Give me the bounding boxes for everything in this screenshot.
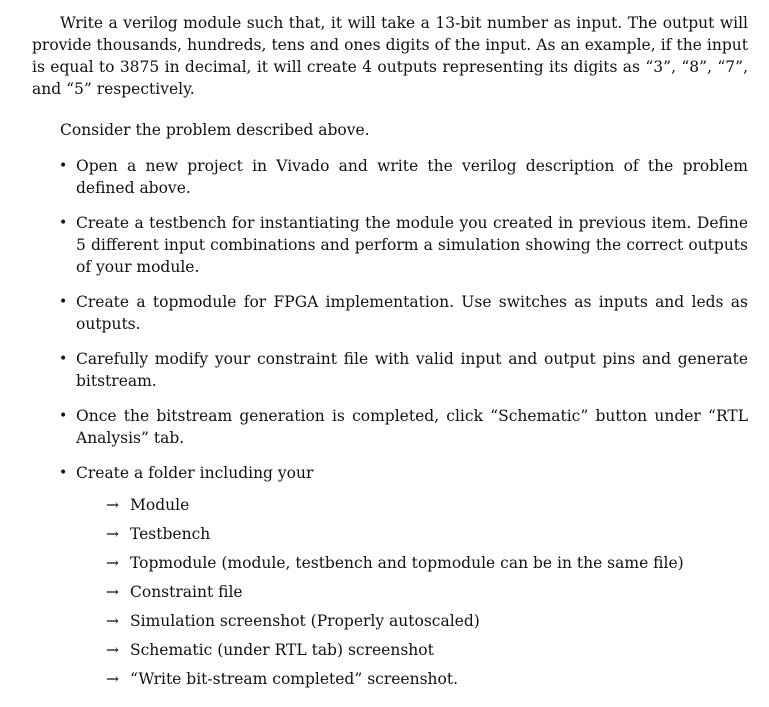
task-item — [58, 405, 748, 449]
task-text: Create a topmodule for FPGA implementation. Use switches as inputs and leds as outputs. — [76, 293, 748, 333]
task-item — [58, 155, 748, 199]
task-list — [58, 155, 748, 707]
folder-item — [106, 578, 748, 607]
right-arrow-icon: → — [106, 525, 119, 543]
bullet-icon: • — [59, 158, 68, 174]
task-text: Create a folder including your — [76, 464, 314, 482]
folder-item-label: Schematic (under RTL tab) screenshot — [130, 641, 434, 659]
task-text: Open a new project in Vivado and write the verilog description of the problem defined above. — [76, 157, 748, 197]
folder-item-label: “Write bit-stream completed” screenshot. — [130, 670, 458, 688]
task-item — [58, 348, 748, 392]
folder-item — [106, 636, 748, 665]
task-item — [58, 291, 748, 335]
bullet-icon: • — [59, 465, 68, 481]
task-text: Carefully modify your constraint file with valid input and output pins and generate bitstream. — [76, 350, 748, 390]
folder-item-label: Module — [130, 496, 190, 514]
folder-item — [106, 665, 748, 694]
folder-item-label: Constraint file — [130, 583, 243, 601]
task-item — [58, 212, 748, 278]
right-arrow-icon: → — [106, 496, 119, 514]
right-arrow-icon: → — [106, 641, 119, 659]
bullet-icon: • — [59, 294, 68, 310]
right-arrow-icon: → — [106, 670, 119, 688]
right-arrow-icon: → — [106, 612, 119, 630]
folder-item-label: Testbench — [130, 525, 211, 543]
bullet-icon: • — [59, 215, 68, 231]
folder-item — [106, 520, 748, 549]
folder-item — [106, 607, 748, 636]
task-item — [58, 462, 748, 694]
bullet-icon: • — [59, 351, 68, 367]
folder-contents-list — [106, 491, 748, 694]
consider-paragraph: Consider the problem described above. — [60, 121, 370, 139]
intro-paragraph: Write a verilog module such that, it will take a 13-bit number as input. The output will provide thousands, hundreds, tens and ones digits of the input. As an example, if the input is equal to 3875 in decimal, it will create 4 outputs representing its digits as “3”, “8”, “7”, and “5” respectively. — [32, 14, 748, 98]
folder-item-label: Simulation screenshot (Properly autoscaled) — [130, 612, 480, 630]
task-text: Create a testbench for instantiating the module you created in previous item. Define 5 different input combinations and perform a simulation showing the correct outputs of your module. — [76, 214, 748, 276]
folder-item — [106, 549, 748, 578]
bullet-icon: • — [59, 408, 68, 424]
right-arrow-icon: → — [106, 583, 119, 601]
folder-item — [106, 491, 748, 520]
folder-item-label: Topmodule (module, testbench and topmodule can be in the same file) — [130, 554, 684, 572]
right-arrow-icon: → — [106, 554, 119, 572]
task-text: Once the bitstream generation is completed, click “Schematic” button under “RTL Analysis” tab. — [76, 407, 748, 447]
